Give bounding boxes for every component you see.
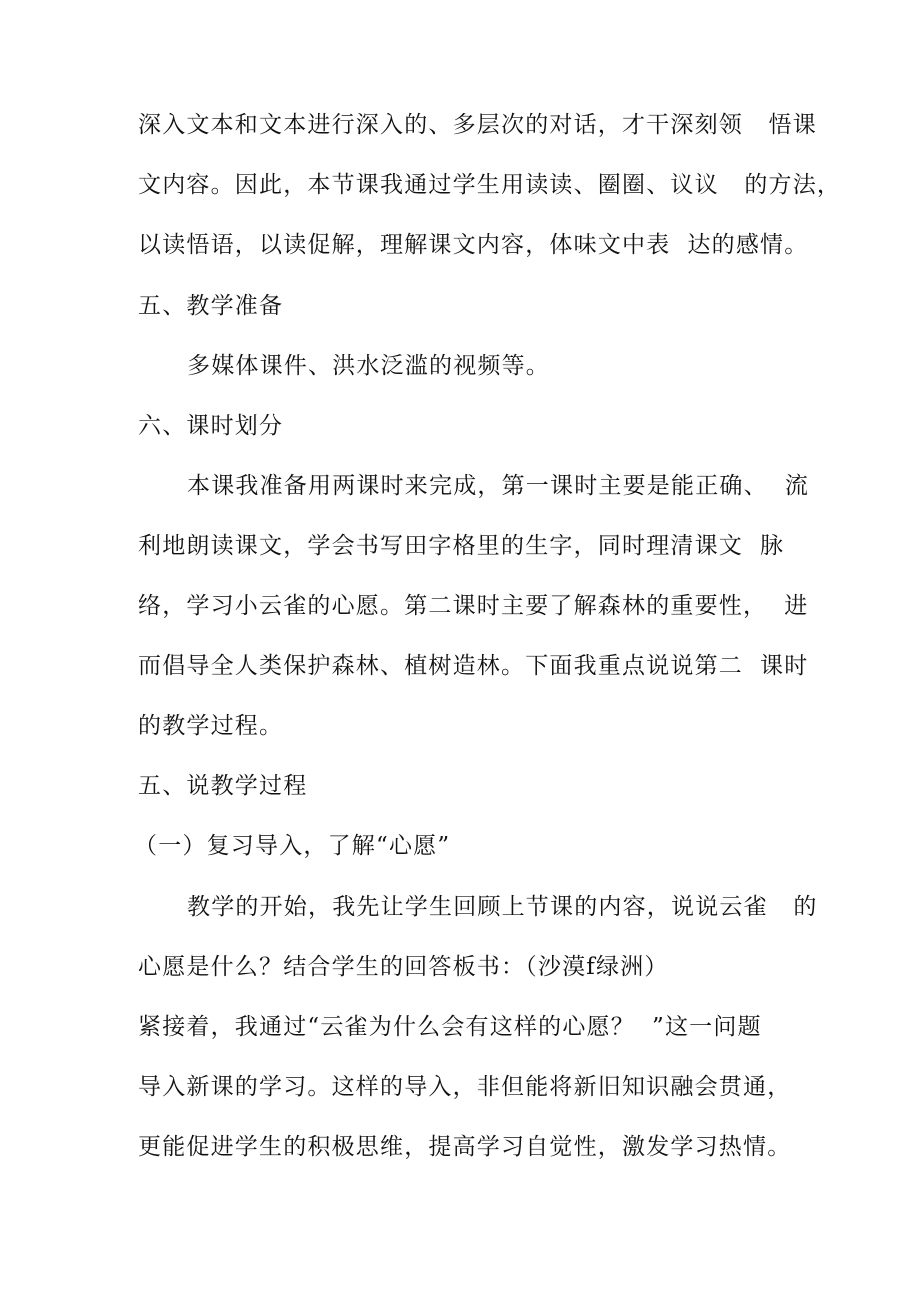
paragraph-line: 心愿是什么？结合学生的回答板书：（沙漠f绿洲） <box>138 954 669 980</box>
paragraph-line: 紧接着，我通过“云雀为什么会有这样的心愿？ ”这一问题 <box>138 1014 762 1040</box>
paragraph-line: 多媒体课件、洪水泛滥的视频等。 <box>187 353 550 379</box>
paragraph-line: 络，学习小云雀的心愿。第二课时主要了解森林的重要性， 进 <box>138 593 809 619</box>
paragraph-line: 的教学过程。 <box>138 713 284 739</box>
paragraph-line: 更能促进学生的积极思维，提高学习自觉性，激发学习热情。 <box>138 1134 792 1160</box>
paragraph-line: 利地朗读课文，学会书写田字格里的生字，同时理清课文 脉 <box>138 533 785 559</box>
subsection-heading-review-intro: （一）复习导入，了解“心愿” <box>134 833 451 859</box>
paragraph-line: 导入新课的学习。这样的导入，非但能将新旧知识融会贯通， <box>138 1074 792 1100</box>
section-heading-teaching-preparation: 五、教学准备 <box>138 293 284 319</box>
paragraph-line: 文内容。因此，本节课我通过学生用读读、圈圈、议议 的方法， <box>138 172 842 198</box>
paragraph-line: 教学的开始，我先让学生回顾上节课的内容，说说云雀 的 <box>187 894 818 920</box>
section-heading-lesson-division: 六、课时划分 <box>138 413 284 439</box>
paragraph-line: 本课我准备用两课时来完成，第一课时主要是能正确、 流 <box>187 473 810 499</box>
section-heading-teaching-process: 五、说教学过程 <box>138 773 308 799</box>
paragraph-line: 而倡导全人类保护森林、植树造林。下面我重点说说第二 课时 <box>138 653 809 679</box>
paragraph-line: 以读悟语，以读促解，理解课文内容，体味文中表 达的感情。 <box>138 232 809 258</box>
paragraph-line: 深入文本和文本进行深入的、多层次的对话，才干深刻领 悟课 <box>138 112 817 138</box>
